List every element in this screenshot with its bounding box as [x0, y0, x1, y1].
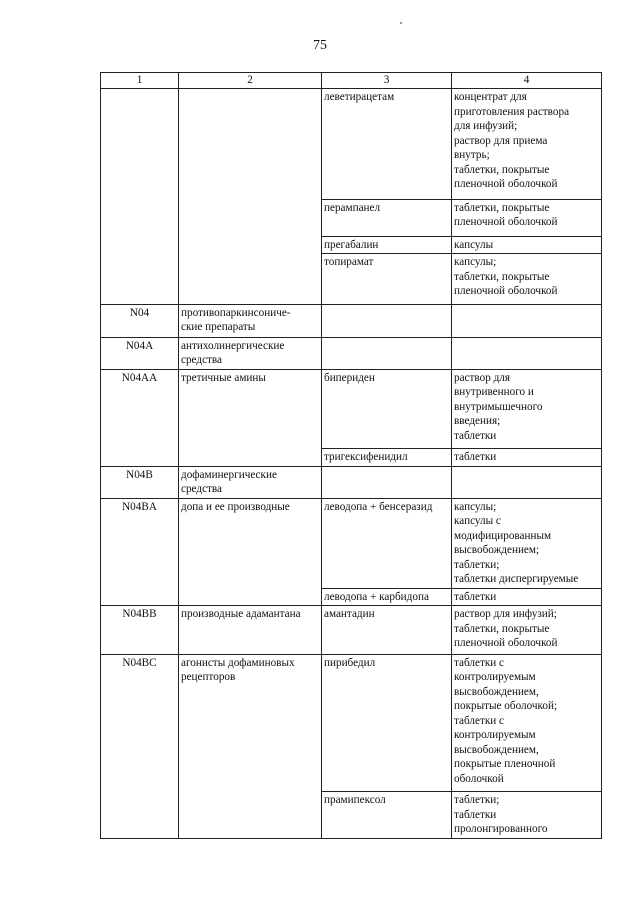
atc-code-cell: N04BC	[101, 654, 179, 838]
drug-name-cell: прегабалин	[322, 236, 452, 254]
cell-line: капсулы с	[454, 515, 501, 527]
cell-line: для инфузий;	[454, 120, 518, 132]
table-row	[101, 369, 602, 449]
cell-line: таблетки диспергируемые	[454, 573, 579, 585]
table-row	[101, 89, 602, 200]
group-name-cell	[179, 466, 322, 498]
cell-line: пленочной оболочкой	[454, 178, 558, 190]
cell-line: агонисты дофаминовых	[181, 656, 295, 669]
drug-table	[100, 72, 602, 839]
cell-line: пленочной оболочкой	[454, 637, 558, 649]
column-header: 3	[322, 73, 452, 89]
drug-name-cell: бипериден	[322, 369, 452, 449]
cell-line: дофаминергические	[181, 468, 277, 481]
cell-line: высвобождением;	[454, 544, 540, 556]
column-header: 4	[452, 73, 602, 89]
drug-name-cell: перампанел	[322, 199, 452, 236]
group-name-cell	[179, 654, 322, 838]
cell-line: покрытые пленочной	[454, 758, 556, 770]
cell-line: таблетки с	[454, 656, 505, 669]
cell-line: рецепторов	[181, 671, 236, 683]
dosage-forms-cell	[452, 606, 602, 655]
atc-code-cell	[101, 89, 179, 305]
cell-line: таблетки, покрытые	[454, 163, 550, 176]
cell-line: капсулы;	[454, 500, 497, 513]
page-number: 75	[313, 38, 327, 53]
cell-line: капсулы;	[454, 256, 497, 268]
cell-line: средства	[181, 483, 223, 495]
atc-code-cell: N04BA	[101, 498, 179, 606]
column-header: 1	[101, 73, 179, 89]
dosage-forms-cell	[452, 304, 602, 337]
cell-line: таблетки;	[454, 794, 500, 806]
cell-line: высвобождением,	[454, 685, 539, 698]
table-row	[101, 606, 602, 655]
cell-line: таблетки с	[454, 714, 505, 727]
cell-line: внутривенного и	[454, 386, 534, 398]
dosage-forms-cell	[452, 588, 602, 606]
dosage-forms-cell	[452, 337, 602, 369]
cell-line: таблетки	[454, 808, 497, 821]
drug-name-cell: топирамат	[322, 254, 452, 305]
atc-code-cell: N04AA	[101, 369, 179, 466]
cell-line: таблетки	[454, 590, 497, 603]
cell-line: приготовления раствора	[454, 105, 570, 118]
cell-line: покрытые оболочкой;	[454, 700, 558, 712]
cell-line: таблетки, покрытые	[454, 201, 550, 214]
drug-name-cell: леветирацетам	[322, 89, 452, 200]
cell-line: средства	[181, 354, 223, 366]
group-name-cell	[179, 304, 322, 337]
cell-line: пленочной оболочкой	[454, 216, 558, 228]
drug-name-cell: тригексифенидил	[322, 449, 452, 467]
table-row	[101, 304, 602, 337]
dosage-forms-cell	[452, 369, 602, 449]
cell-line: раствор для инфузий;	[454, 608, 557, 620]
cell-line: высвобождением,	[454, 743, 539, 756]
group-name-cell	[179, 89, 322, 305]
drug-name-cell: леводопа + бенсеразид	[322, 498, 452, 588]
group-name-cell	[179, 369, 322, 466]
cell-line: ские препараты	[181, 321, 256, 333]
cell-line: внутрь;	[454, 149, 490, 161]
dosage-forms-cell	[452, 792, 602, 839]
dosage-forms-cell	[452, 654, 602, 792]
table-row	[101, 466, 602, 498]
table-row	[101, 337, 602, 369]
drug-name-cell: леводопа + карбидопа	[322, 588, 452, 606]
cell-line: капсулы	[454, 238, 494, 251]
dosage-forms-cell	[452, 466, 602, 498]
cell-line: внутримышечного	[454, 400, 543, 413]
table-row	[101, 654, 602, 792]
cell-line: пролонгированного	[454, 823, 548, 835]
group-name-cell	[179, 337, 322, 369]
cell-line: концентрат для	[454, 91, 527, 103]
atc-code-cell: N04A	[101, 337, 179, 369]
atc-code-cell: N04	[101, 304, 179, 337]
drug-name-cell: прамипексол	[322, 792, 452, 839]
group-name-cell	[179, 606, 322, 655]
drug-name-cell	[322, 466, 452, 498]
drug-name-cell	[322, 304, 452, 337]
atc-code-cell: N04BB	[101, 606, 179, 655]
column-header: 2	[179, 73, 322, 89]
cell-line: таблетки, покрытые	[454, 622, 550, 635]
cell-line: введения;	[454, 415, 501, 427]
drug-name-cell: амантадин	[322, 606, 452, 655]
cell-line: допа и ее производные	[181, 500, 290, 513]
scan-speck	[400, 22, 402, 24]
cell-line: модифицированным	[454, 529, 552, 542]
cell-line: антихолинергические	[181, 339, 285, 352]
dosage-forms-cell	[452, 449, 602, 467]
cell-line: таблетки;	[454, 558, 500, 571]
cell-line: таблетки	[454, 451, 497, 463]
dosage-forms-cell	[452, 89, 602, 200]
table-header-row	[101, 73, 602, 89]
table-row	[101, 498, 602, 588]
cell-line: раствор для приема	[454, 134, 548, 147]
group-name-cell	[179, 498, 322, 606]
cell-line: пленочной оболочкой	[454, 285, 558, 297]
cell-line: таблетки, покрытые	[454, 270, 550, 283]
atc-code-cell: N04B	[101, 466, 179, 498]
cell-line: раствор для	[454, 371, 511, 384]
cell-line: контролируемым	[454, 729, 536, 741]
dosage-forms-cell	[452, 199, 602, 236]
dosage-forms-cell	[452, 254, 602, 305]
cell-line: противопаркинсониче-	[181, 306, 291, 319]
cell-line: таблетки	[454, 429, 497, 442]
cell-line: оболочкой	[454, 772, 504, 785]
dosage-forms-cell	[452, 236, 602, 254]
drug-name-cell: пирибедил	[322, 654, 452, 792]
cell-line: третичные амины	[181, 371, 266, 384]
dosage-forms-cell	[452, 498, 602, 588]
drug-name-cell	[322, 337, 452, 369]
cell-line: контролируемым	[454, 671, 536, 683]
cell-line: производные адамантана	[181, 608, 301, 620]
